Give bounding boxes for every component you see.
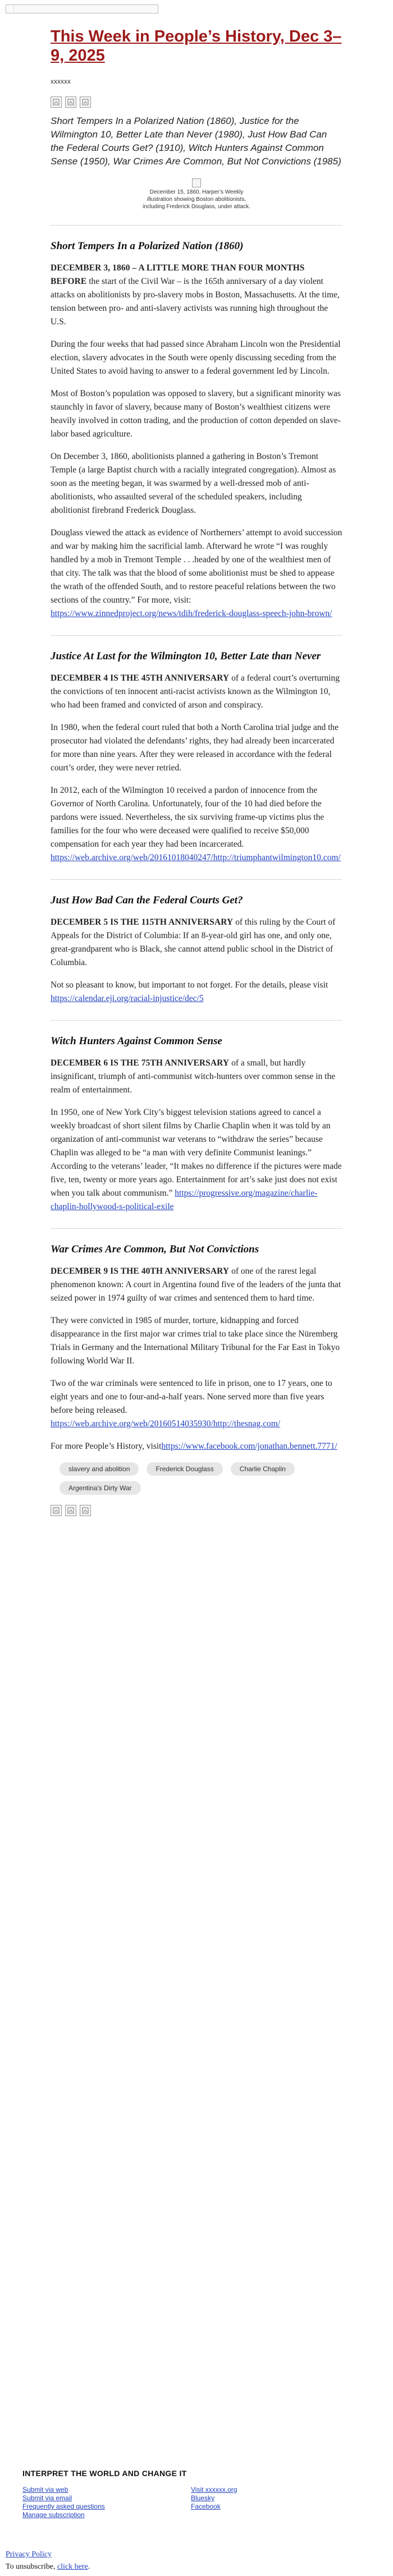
section-witch-hunters xyxy=(51,1034,342,1214)
newsletter-body xyxy=(51,17,342,1516)
section-paragraph xyxy=(51,1106,342,1214)
divider xyxy=(51,879,342,880)
twitter-share-icon[interactable] xyxy=(65,97,76,108)
facebook-link[interactable]: https://www.facebook.com/jonathan.bennett.7771/ xyxy=(161,1441,337,1451)
paragraph-text: Two of the war criminals were sentenced to life in prison, one to 17 years, one to eight years and one to four-and-a-half years. None served more than five years before being released. xyxy=(51,1379,332,1415)
section-paragraph: During the four weeks that had passed since Abraham Lincoln won the Presidential election, slavery advocates in the South were openly discussing seceding from the United States to avoid having to answer to a federal government led by Lincoln. xyxy=(51,339,341,376)
section-paragraph xyxy=(51,1440,342,1453)
paragraph-text: For more People’s History, visit xyxy=(51,1441,162,1451)
facebook-link[interactable]: Facebook xyxy=(191,2502,221,2510)
source-link[interactable]: https://www.zinnedproject.org/news/tdih/frederick-douglass-speech-john-brown/ xyxy=(51,609,332,618)
paragraph-text: the start of the Civil War – is the 165th anniversary of a day violent attacks on abolitionists by pro-slavery mobs in Boston, Massachusetts. At the time, tension between pro- and anti-slavery activists was running high throughout the U.S. xyxy=(51,277,340,327)
tag-chip[interactable]: Charlie Chaplin xyxy=(231,1462,295,1476)
footer-share-row xyxy=(51,1505,342,1516)
paragraph-text: Not so pleasant to know, but important to not forget. For the details, please visit xyxy=(51,980,328,990)
section-paragraph xyxy=(51,1265,342,1305)
email-share-icon[interactable] xyxy=(80,97,91,108)
source-link[interactable]: https://web.archive.org/web/20161018040247/http://triumphantwilmington10.com/ xyxy=(51,853,341,862)
tag-chip[interactable]: Argentina's Dirty War xyxy=(60,1481,141,1495)
section-wilmington-10 xyxy=(51,649,342,865)
figure-caption: December 15, 1860, Harper’s Weekly illustration showing Boston abolitionists, including Frederick Douglass, under attack. xyxy=(143,189,250,210)
section-heading: War Crimes Are Common, But Not Convictions xyxy=(51,1243,259,1255)
twitter-share-icon[interactable] xyxy=(65,1505,76,1516)
source-link[interactable]: https://calendar.eji.org/racial-injustice/dec/5 xyxy=(51,994,204,1003)
email-share-icon[interactable] xyxy=(80,1505,91,1516)
divider xyxy=(51,225,342,226)
tag-list xyxy=(60,1462,318,1495)
tag-chip[interactable]: Frederick Douglass xyxy=(147,1462,222,1476)
browser-bar xyxy=(6,4,158,13)
divider xyxy=(51,1228,342,1229)
date-lead: DECEMBER 3, 1860 – A LITTLE MORE THAN FOUR MONTHS BEFORE xyxy=(51,263,305,286)
section-paragraph: Most of Boston’s population was opposed to slavery, but a significant minority was staunchly in favor of slavery, because many of Boston’s wealthiest citizens were heavily involved in cotton trading, and the production of cotton depended on slave-labor based agriculture. xyxy=(51,389,341,439)
author-name: xxxxxx xyxy=(51,77,71,85)
source-link[interactable]: https://web.archive.org/web/20160514035930/http://thesnag.com/ xyxy=(51,1419,281,1429)
harpers-illustration xyxy=(140,178,253,210)
section-paragraph xyxy=(51,672,342,712)
section-paragraph xyxy=(51,261,342,329)
broken-image-icon xyxy=(192,178,201,187)
section-heading: Short Tempers In a Polarized Nation (1860) xyxy=(51,240,244,252)
facebook-share-icon[interactable] xyxy=(51,1505,62,1516)
footer-heading: INTERPRET THE WORLD AND CHANGE IT xyxy=(22,2469,187,2478)
paragraph-text: In 2012, each of the Wilmington 10 received a pardon of innocence from the Governor of North Carolina. Unfortunately, four of the 10 had died before the pardons were issued. Nevertheless, the six surviving frame-up victims plus the families for the four who were deceased were qualified to receive $50,000 compensation for each year they had been incarcerated. xyxy=(51,786,325,849)
facebook-share-icon[interactable] xyxy=(51,97,62,108)
section-heading: Witch Hunters Against Common Sense xyxy=(51,1035,222,1047)
bluesky-link[interactable]: Bluesky xyxy=(191,2494,215,2502)
unsubscribe-text: To unsubscribe, xyxy=(6,2563,57,2571)
section-paragraph: They were convicted in 1985 of murder, torture, kidnapping and forced disappearance in the first major war crimes trial to take place since the Nüremberg Trials in Germany and the International Military Tribunal for the Far East in Tokyo following World War II. xyxy=(51,1316,340,1366)
section-paragraph: On December 3, 1860, abolitionists planned a gathering in Boston’s Tremont Temple (a large Baptist church with a racially integrated congregation). Almost as soon as the meeting began, it was swarmed by a well-dressed mob of anti-abolitionists, who assaulted several of the scheduled speakers, including abolitionist firebrand Frederick Douglass. xyxy=(51,452,336,515)
privacy-policy-link[interactable]: Privacy Policy xyxy=(6,2550,52,2559)
bar-icon xyxy=(7,6,14,12)
footer-columns xyxy=(22,2486,359,2519)
section-paragraph: In 1980, when the federal court ruled that both a North Carolina trial judge and the prosecutor had violated the defendants’ rights, they had already been incarcerated for more than nine years. After they were released in accordance with the federal court’s order, they were never retried. xyxy=(51,723,339,773)
section-paragraph xyxy=(51,916,342,970)
section-paragraph xyxy=(51,526,342,621)
paragraph-text: of a small, but hardly insignificant, triumph of anti-communist witch-hunters over common sense in the realm of entertainment. xyxy=(51,1058,336,1095)
date-lead: DECEMBER 4 IS THE 45TH ANNIVERSARY xyxy=(51,673,230,683)
divider xyxy=(51,1020,342,1021)
section-paragraph xyxy=(51,784,342,865)
paragraph-text: of this ruling by the Court of Appeals for the District of Columbia: If an 8-year-old girl has one, and only one, great-grandparent who is Black, she cannot attend public school in the District of Columbia. xyxy=(51,917,336,967)
section-paragraph xyxy=(51,1057,342,1097)
section-heading: Just How Bad Can the Federal Courts Get? xyxy=(51,894,243,906)
faq-link[interactable]: Frequently asked questions xyxy=(22,2502,105,2510)
paragraph-text: In 1950, one of New York City’s biggest television stations agreed to cancel a weekly broadcast of short silent films by Charlie Chaplin when it was told by an organization of anti-communist war veterans to “withdraw the series” because Chaplin was alleged to be “a man with very definite Communist leanings.” According to the veterans’ leader, “It makes no difference if the pictures were made five, ten, twenty or more years ago. Entertainment for art’s sake just does not exist when you talk about communism.” xyxy=(51,1108,342,1198)
paragraph-text: of a federal court’s overturning the convictions of ten innocent anti-racist activists known as the Wilmington 10, who had been framed and convicted of arson and conspiracy. xyxy=(51,673,340,710)
section-heading: Justice At Last for the Wilmington 10, Better Late than Never xyxy=(51,650,321,662)
source-link[interactable]: https://progressive.org/magazine/charlie-chaplin-hollywood-s-political-exile xyxy=(51,1188,318,1211)
section-paragraph xyxy=(51,1377,342,1431)
tag-chip[interactable]: slavery and abolition xyxy=(60,1462,139,1476)
section-war-crimes xyxy=(51,1242,342,1453)
visit-site-link[interactable]: Visit xxxxxx.org xyxy=(191,2486,237,2494)
unsubscribe-suffix: . xyxy=(88,2563,90,2571)
legal-links xyxy=(6,2549,90,2573)
section-federal-courts xyxy=(51,893,342,1005)
newsletter-footer xyxy=(22,2469,359,2519)
submit-web-link[interactable]: Submit via web xyxy=(22,2486,68,2494)
newsletter-title[interactable]: This Week in People’s History, Dec 3–9, 2025 xyxy=(51,27,342,65)
unsubscribe-link[interactable]: click here xyxy=(57,2563,88,2571)
share-row xyxy=(51,97,342,108)
section-paragraph xyxy=(51,979,342,1005)
newsletter-summary: Short Tempers In a Polarized Nation (1860), Justice for the Wilmington 10, Better Late than Never (1980), Just How Bad Can the Federal Courts Get? (1910), Witch Hunters Against Common Sense (1950), War Crimes Are Common, But Not Convictions (1985) xyxy=(51,116,341,167)
divider xyxy=(51,635,342,636)
date-lead: DECEMBER 9 IS THE 40TH ANNIVERSARY xyxy=(51,1266,230,1276)
submit-email-link[interactable]: Submit via email xyxy=(22,2494,72,2502)
date-lead: DECEMBER 5 IS THE 115TH ANNIVERSARY xyxy=(51,917,234,927)
paragraph-text: of one of the rarest legal phenomenon known: A court in Argentina found five of the leaders of the junta that seized power in 1974 guilty of war crimes and sentenced them to hard time. xyxy=(51,1266,341,1303)
manage-subscription-link[interactable]: Manage subscription xyxy=(22,2511,85,2519)
paragraph-text: Douglass viewed the attack as evidence of Northerners’ attempt to avoid succession and war by making him the sacrificial lamb. Afterward he wrote “I was roughly handled by a mob in Tremont Temple . . .headed by one of the wealthiest men of that city. The talk was that the blood of some abolitionist must be shed to appease the wrath of the offended South, and to restore peaceful relations between the two sections of the country.” For more, visit: xyxy=(51,528,342,605)
footer-left-links xyxy=(22,2486,191,2519)
footer-right-links xyxy=(191,2486,359,2519)
date-lead: DECEMBER 6 IS THE 75TH ANNIVERSARY xyxy=(51,1058,230,1068)
section-1860 xyxy=(51,239,342,621)
